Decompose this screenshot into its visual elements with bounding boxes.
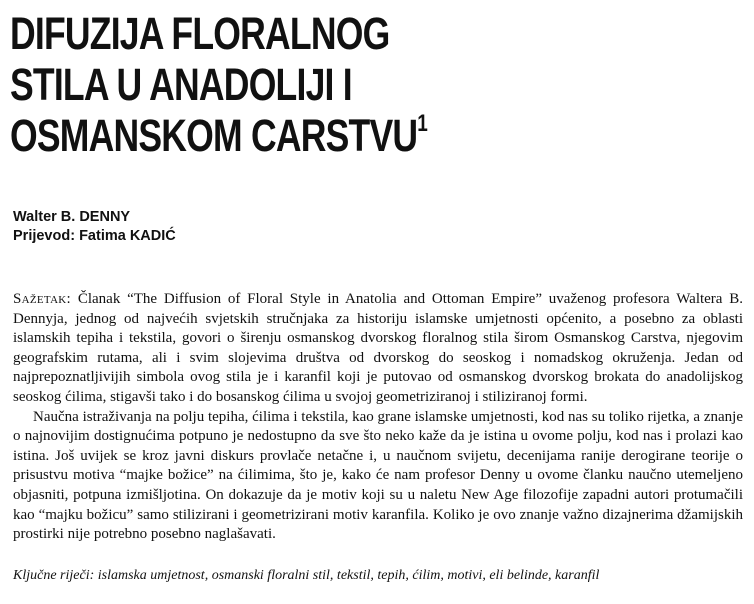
title-line-1: DIFUZIJA FLORALNOG <box>10 8 390 59</box>
article-title <box>10 8 563 161</box>
title-line-3 <box>10 110 563 161</box>
title-line-3-text: OSMANSKOM CARSTVU <box>10 110 418 161</box>
abstract-paragraph-1-text: Članak “The Diffusion of Floral Style in Anatolia and Ottoman Empire” uvaženog profesora Waltera B. Dennyja, jednog od najvećih svjetskih stručnjaka za historiju islamske umjetnosti općenito, a posebno za oblasti islamskih tepiha i tekstila, govori o širenju osmanskog dvorskog floralnog stila širom Osmanskog Carstva, njegovim geografskim rutama, ali i svim slojevima društva od dvorskog do seoskog i nomadskog okruženja. Jedan od najprepoznatljivijih simbola ovog stila je i karanfil koji je putovao od osmanskog dvorskog brokata do anadolijskog seoskog ćilima, stigavši tako i do bosanskog ćilima u svojoj geometriziranoj i stiliziranoj formi. <box>13 291 744 405</box>
translator-name: Prijevod: Fatima KADIĆ <box>13 228 176 244</box>
abstract-paragraph-2: Naučna istraživanja na polju tepiha, ćilima i tekstila, kao grane islamske umjetnosti, kod nas su toliko rijetka, a znanje o najnovijim dostignućima potpuno je nedostupno da sve što neko kaže da je istina u ovome polju, kod nas i prolazi kao istina. Još uvijek se kroz javni diskurs provlače netačne i, u naučnom svijetu, decenijama ranije derogirane teorije o prisustvu motiva “majke božice” na ćilimima, što je, kako će nam profesor Denny u ovome članku naučno utemeljeno objasniti, potpuna izmišljotina. On dokazuje da je motiv koji su u naletu New Age filozofije zapadni autori protumačili kao “majku božicu” samo stilizirani i geometrizirani motiv karanfila. Koliko je ovo znanje važno dizajnerima džamijskih prostirki nije potrebno posebno naglašavati. <box>13 408 743 543</box>
abstract-paragraph-1 <box>13 290 743 408</box>
keywords: Ključne riječi: islamska umjetnost, osmanski floralni stil, tekstil, tepih, ćilim, motivi, eli belinde, karanfil <box>13 568 600 583</box>
author-block <box>13 208 176 246</box>
author-name: Walter B. DENNY <box>13 209 131 225</box>
abstract <box>13 290 743 545</box>
title-footnote-marker: 1 <box>417 110 428 137</box>
abstract-label: Sažetak: <box>13 291 72 307</box>
title-line-2: STILA U ANADOLIJI I <box>10 59 352 110</box>
